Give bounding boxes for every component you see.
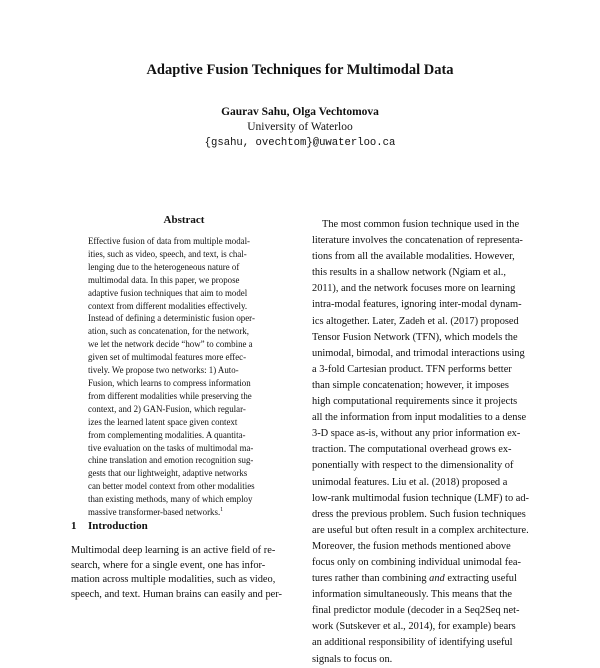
text-line: search, where for a single event, one has infor- <box>71 559 266 571</box>
text-line: than existing methods, many of which employ <box>88 494 253 505</box>
text-line: an additional responsibility of identifying useful <box>312 637 513 649</box>
text-line: Multimodal deep learning is an active field of re- <box>71 545 276 556</box>
text-span: extracting useful <box>444 573 517 585</box>
right-column-body <box>312 217 540 668</box>
text-line: low-rank multimodal fusion technique (LMF) to ad- <box>312 492 530 504</box>
text-line: multimodal data. In this paper, we propose <box>88 274 240 285</box>
text-line: context from different modalities effectively. <box>88 300 248 311</box>
text-line: unimodal features. Liu et al. (2018) proposed a <box>312 476 508 488</box>
text-line: are useful but often result in a complex architecture. <box>312 524 529 536</box>
text-line: The most common fusion technique used in the <box>322 219 520 230</box>
text-line: 3-D space as-is, without any prior information ex- <box>312 428 521 440</box>
text-line <box>88 506 280 519</box>
text-line: final predictor module (decoder in a Seq2Seq net- <box>312 605 520 617</box>
text-line: ponentially with respect to the dimensionality of <box>312 460 514 472</box>
text-line: given set of multimodal features more effec- <box>88 352 247 363</box>
introduction-heading <box>71 520 301 532</box>
paper-title: Adaptive Fusion Techniques for Multimodal Data <box>146 62 454 78</box>
text-line: izes the learned latent space given context <box>88 416 238 427</box>
text-line: we let the network decide “how” to combine a <box>88 339 253 350</box>
text-line: from complementing modalities. A quantita- <box>88 429 246 440</box>
paper-affiliation: University of Waterloo <box>247 121 353 133</box>
text-line: unimodal, bimodal, and trimodal interactions using <box>312 347 525 359</box>
abstract-heading: Abstract <box>163 214 205 226</box>
text-line: ics altogether. Later, Zadeh et al. (2017) proposed <box>312 315 519 327</box>
text-line: work (Sutskever et al., 2014), for example) bears <box>312 621 516 633</box>
text-line: Fusion, which learns to compress information <box>88 377 251 388</box>
text-line: Effective fusion of data from multiple modal- <box>88 236 251 246</box>
text-line: can better model context from other modalities <box>88 481 255 492</box>
text-line: a 3-fold Cartesian product. TFN performs better <box>312 363 512 375</box>
text-line: signals to focus on. <box>312 653 393 665</box>
text-line: Moreover, the fusion methods mentioned above <box>312 540 511 552</box>
abstract-body <box>88 235 280 519</box>
text-line: literature involves the concatenation of representa- <box>312 235 523 247</box>
text-line: from different modalities while preserving the <box>88 390 252 401</box>
text-line: traction. The computational overhead grows ex- <box>312 444 512 456</box>
text-line: gests that our lightweight, adaptive networks <box>88 468 248 479</box>
text-line: 2011), and the network focuses more on learning <box>312 283 516 295</box>
text-line <box>312 571 540 587</box>
paper-email: {gsahu, ovechtom}@uwaterloo.ca <box>204 137 396 149</box>
text-line: ation, such as concatenation, for the network, <box>88 326 249 337</box>
text-line: Tensor Fusion Network (TFN), which models the <box>312 331 518 343</box>
text-line: this results in a shallow network (Ngiam et al., <box>312 267 506 279</box>
text-line: high computational requirements since it projects <box>312 396 518 408</box>
text-line: chine translation and emotion recognition sug- <box>88 455 254 466</box>
text-line: information simultaneously. This means that the <box>312 589 512 601</box>
paper-authors: Gaurav Sahu, Olga Vechtomova <box>221 106 379 118</box>
text-line: focus only on combining individual unimodal fea- <box>312 556 521 568</box>
text-line: ities, such as video, speech, and text, is chal- <box>88 248 247 259</box>
footnote-mark: 1 <box>220 507 224 514</box>
text-line: lenging due to the heterogeneous nature of <box>88 261 240 272</box>
text-line: tions from all the available modalities. However, <box>312 251 515 263</box>
text-line: speech, and text. Human brains can easily and per- <box>71 589 282 601</box>
text-line: adaptive fusion techniques that aim to model <box>88 287 248 298</box>
text-line: tive evaluation on the tasks of multimodal ma- <box>88 442 254 453</box>
text-span: tures rather than combining <box>312 573 430 585</box>
text-line: all the information from input modalities to a dense <box>312 412 527 424</box>
text-line: than simple concatenation; however, it imposes <box>312 379 509 391</box>
text-line: intra-modal features, ignoring inter-modal dynam- <box>312 299 522 311</box>
text-line: mation across multiple modalities, such as video, <box>71 574 276 586</box>
section-title: Introduction <box>88 520 148 532</box>
text-line: dress the previous problem. Such fusion techniques <box>312 508 526 520</box>
text-line: massive transformer-based networks. <box>88 507 221 518</box>
text-line: context, and 2) GAN-Fusion, which regular- <box>88 403 246 414</box>
emphasis-text: and <box>429 573 445 585</box>
text-line: tively. We propose two networks: 1) Auto- <box>88 365 239 376</box>
introduction-body <box>71 544 301 603</box>
section-number: 1 <box>71 520 77 532</box>
text-line: Instead of defining a deterministic fusion oper- <box>88 313 255 324</box>
